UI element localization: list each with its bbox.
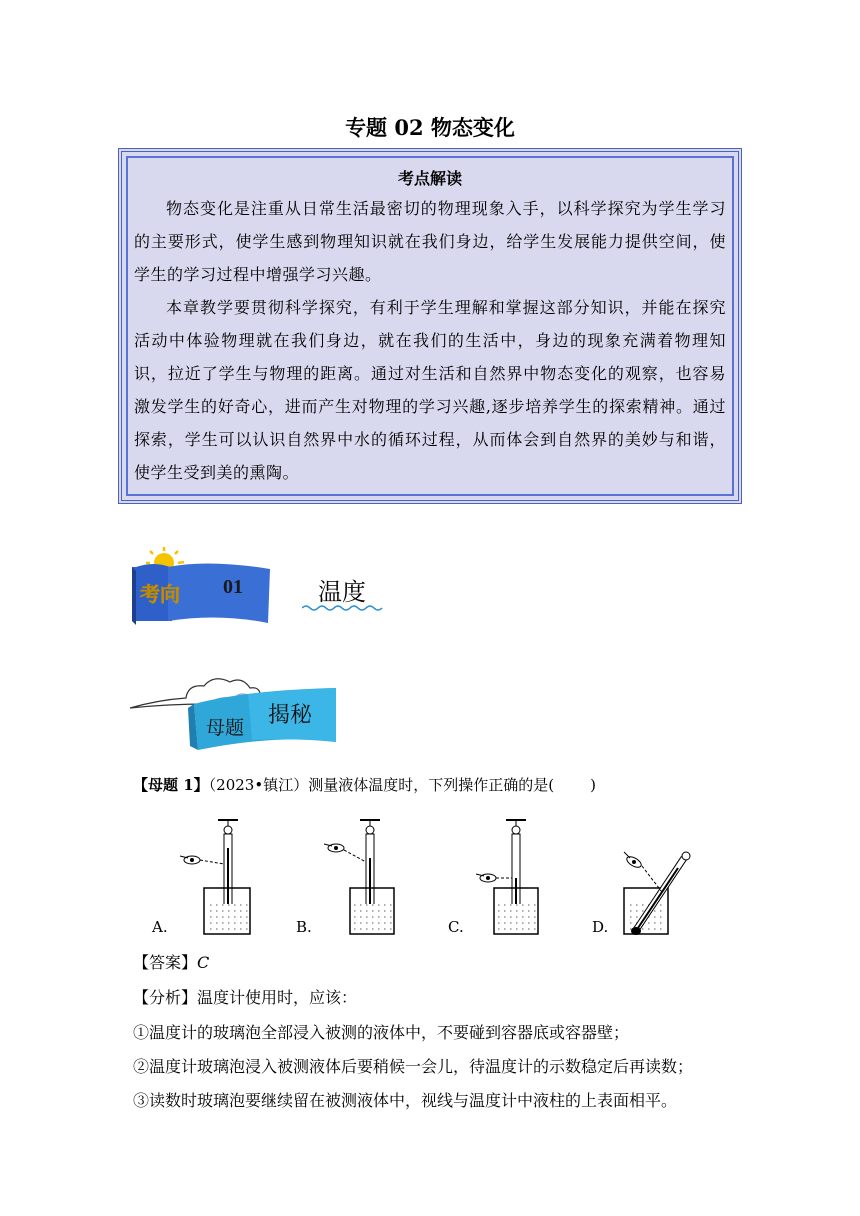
eye-icon-c [476, 874, 496, 882]
key-points-box [118, 148, 742, 504]
section-badge [128, 545, 278, 627]
analysis-item-2: ②温度计玻璃泡浸入被测液体后要稍候一会儿，待温度计的示数稳定后再读数； [133, 1057, 694, 1076]
eye-icon-d [624, 852, 643, 869]
question-text: 测量液体温度时，下列操作正确的是 [308, 776, 549, 794]
banner-label-small: 母题 [206, 717, 245, 739]
topic-underline-wave [302, 604, 384, 612]
question-paren-open: ( [548, 776, 555, 794]
eye-icon-a [180, 856, 200, 864]
analysis-line [133, 985, 357, 1008]
option-b-figure [324, 820, 394, 934]
answer-label: 【答案】 [133, 953, 198, 972]
option-c-figure [476, 820, 538, 934]
topic-title: 温度 [318, 578, 366, 606]
section-badge-number: 01 [223, 576, 243, 598]
banner-label-big: 揭秘 [268, 703, 313, 728]
question-source: （2023•镇江） [208, 776, 309, 794]
key-points-inner [126, 156, 734, 496]
eye-icon-b [324, 844, 344, 852]
question-prefix: 【母题 1】 [133, 776, 209, 794]
answer-value: C [197, 953, 210, 972]
thermometer-figures [150, 818, 710, 940]
option-a-figure [180, 820, 250, 934]
answer-line [133, 950, 209, 973]
analysis-item-1: ①温度计的玻璃泡全部浸入被测的液体中，不要碰到容器底或容器壁； [133, 1023, 630, 1042]
page-title: 专题 02 物态变化 [345, 115, 515, 140]
option-b-label: B. [296, 918, 312, 936]
analysis-item-3: ③读数时玻璃泡要继续留在被测液体中，视线与温度计中液柱的上表面相平。 [133, 1091, 678, 1110]
question-paren-close: ) [590, 776, 596, 794]
option-a-label: A. [152, 918, 168, 936]
option-d-label: D. [592, 918, 609, 936]
key-points-paragraph-2: 本章教学要贯彻科学探究，有利于学生理解和掌握这部分知识，并能在探究活动中体验物理就在我们身边，就在我们的生活中，身边的现象充满着物理知识，拉近了学生与物理的距离。通过对生活和自然界中物态变化的观察，也容易激发学生的好奇心，进而产生对物理的学习兴趣,逐步培养学生的探索精神。通过探索，学生可以认识自然界中水的循环过程，从而体会到自然界的美妙与和谐，使学生受到美的熏陶。 [134, 298, 726, 482]
key-points-heading: 考点解读 [397, 169, 462, 188]
mother-question-banner [128, 668, 343, 753]
key-points-paragraph-1: 物态变化是注重从日常生活最密切的物理现象入手，以科学探究为学生学习的主要形式，使学生感到物理知识就在我们身边，给学生发展能力提供空间，使学生的学习过程中增强学习兴趣。 [134, 199, 726, 284]
section-badge-label: 考向 [140, 584, 180, 606]
option-c-label: C. [448, 918, 464, 936]
option-d-figure [624, 852, 690, 935]
analysis-label: 【分析】 [133, 988, 198, 1007]
analysis-intro: 温度计使用时，应该： [197, 988, 358, 1007]
question-stem [133, 774, 596, 795]
